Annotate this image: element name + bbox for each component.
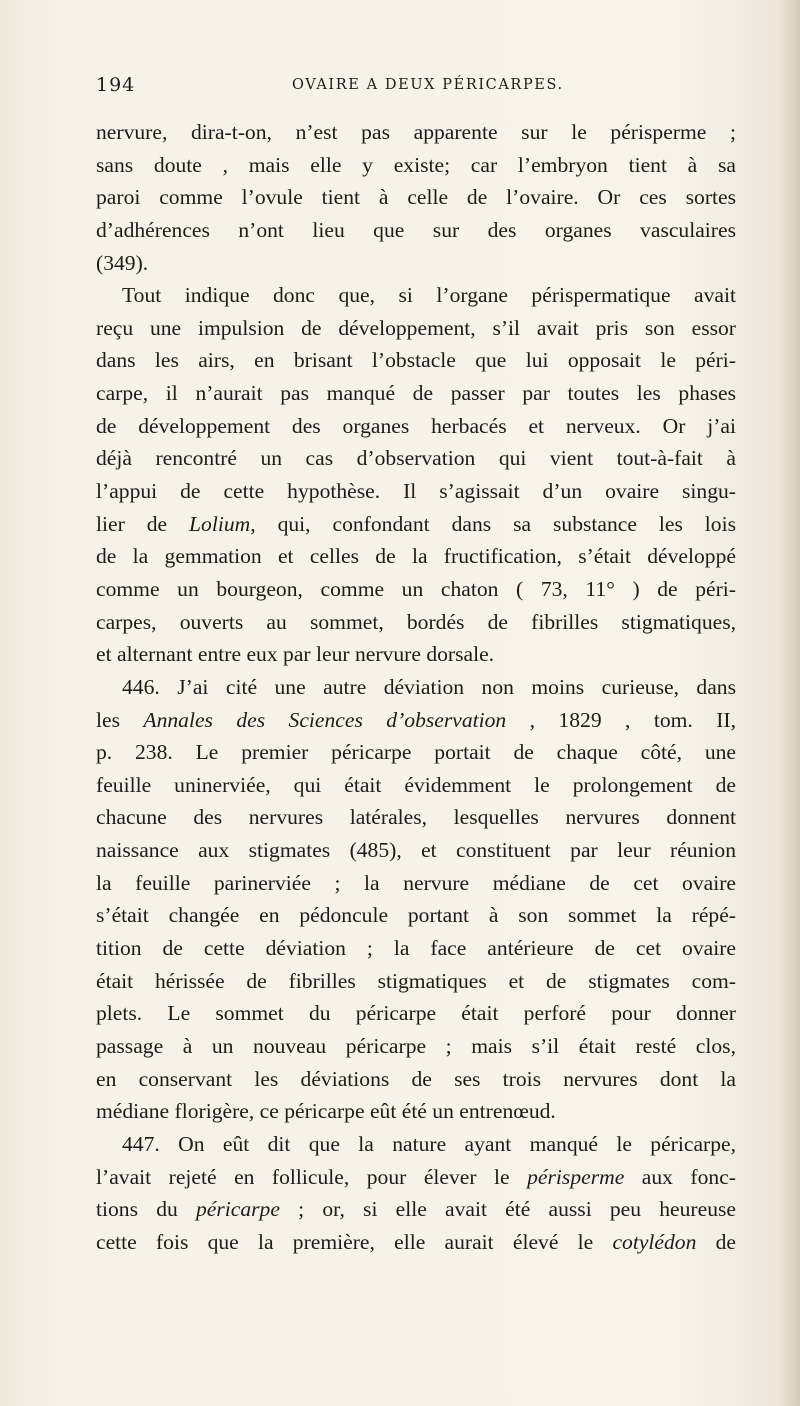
text-line: 447. On eût dit que la nature ayant manqué le péricarpe,: [122, 1131, 736, 1156]
text-line: médiane florigère, ce péricarpe eût été un entrenœud.: [96, 1099, 556, 1124]
text-line: [96, 704, 736, 737]
italic-journal-title: Annales des Sciences d’observation: [143, 707, 507, 732]
italic-term-cotyledon: cotylédon: [612, 1229, 697, 1254]
italic-term-pericarpe: péricarpe: [195, 1197, 280, 1222]
text-run: l’avait rejeté en follicule, pour élever le: [96, 1164, 528, 1189]
text-line: 446. J’ai cité une autre déviation non moins curieuse, dans: [122, 674, 736, 699]
text-line: nervure, dira-t-on, n’est pas apparente sur le périsperme ;: [96, 120, 736, 144]
text-line: [96, 1226, 736, 1259]
text-line: [96, 1161, 736, 1194]
text-run: cette fois que la première, elle aurait élevé le: [96, 1229, 613, 1254]
text-line: sans doute , mais elle y existe; car l’embryon tient à sa: [96, 152, 736, 177]
text-run: tions du: [96, 1197, 196, 1222]
text-line: naissance aux stigmates (485), et constituent par leur réunion: [96, 838, 736, 863]
text-line: de la gemmation et celles de la fructification, s’était développé: [96, 544, 736, 569]
body-text: [96, 116, 736, 1258]
text-line: [96, 1193, 736, 1226]
text-line: carpes, ouverts au sommet, bordés de fibrilles stigmatiques,: [96, 609, 736, 634]
text-line: reçu une impulsion de développement, s’il avait pris son essor: [96, 315, 736, 340]
text-line: déjà rencontré un cas d’observation qui vient tout-à-fait à: [96, 446, 736, 471]
text-line: passage à un nouveau péricarpe ; mais s’il était resté clos,: [96, 1033, 736, 1058]
text-line: comme un bourgeon, comme un chaton ( 73, 11° ) de péri-: [96, 576, 736, 601]
text-run: , 1829 , tom. II,: [506, 707, 736, 732]
text-run: les: [96, 707, 144, 732]
italic-term-lolium: Lolium: [189, 511, 251, 536]
text-line: [96, 508, 736, 541]
text-run: aux fonc-: [624, 1164, 736, 1189]
text-line: s’était changée en pédoncule portant à son sommet la répé-: [96, 903, 736, 928]
text-line: p. 238. Le premier péricarpe portait de chaque côté, une: [96, 740, 736, 765]
text-line: en conservant les déviations de ses trois nervures dont la: [96, 1066, 736, 1091]
text-run: ; or, si elle avait été aussi peu heureuse: [279, 1197, 736, 1222]
text-line: feuille uninerviée, qui était évidemment le prolongement de: [96, 772, 736, 797]
text-run: lier de: [96, 511, 190, 536]
text-line: était hérissée de fibrilles stigmatiques et de stigmates com-: [96, 968, 736, 993]
text-line: l’appui de cette hypothèse. Il s’agissait d’un ovaire singu-: [96, 479, 736, 504]
text-line: chacune des nervures latérales, lesquelles nervures donnent: [96, 805, 736, 830]
text-line: plets. Le sommet du péricarpe était perforé pour donner: [96, 1001, 736, 1026]
text-run: , qui, confondant dans sa substance les lois: [250, 511, 737, 536]
text-line: la feuille parinerviée ; la nervure médiane de cet ovaire: [96, 870, 736, 895]
running-title: OVAIRE A DEUX PÉRICARPES.: [292, 77, 564, 93]
text-line: tition de cette déviation ; la face antérieure de cet ovaire: [96, 936, 736, 961]
text-line: dans les airs, en brisant l’obstacle que lui opposait le péri-: [96, 348, 736, 373]
text-line: d’adhérences n’ont lieu que sur des organes vasculaires: [96, 217, 736, 242]
text-line: carpe, il n’aurait pas manqué de passer par toutes les phases: [96, 381, 736, 406]
text-line: paroi comme l’ovule tient à celle de l’ovaire. Or ces sortes: [96, 185, 736, 210]
text-line: et alternant entre eux par leur nervure dorsale.: [96, 642, 495, 667]
page-edge-shadow: [778, 0, 800, 1406]
text-line: (349).: [96, 250, 149, 275]
text-line: de développement des organes herbacés et nerveux. Or j’ai: [96, 413, 736, 438]
page-header: [96, 74, 736, 104]
italic-term-perisperme: périsperme: [527, 1164, 625, 1189]
page-number: 194: [96, 74, 136, 96]
text-run: de: [696, 1229, 737, 1254]
text-line: Tout indique donc que, si l’organe périspermatique avait: [122, 283, 736, 308]
